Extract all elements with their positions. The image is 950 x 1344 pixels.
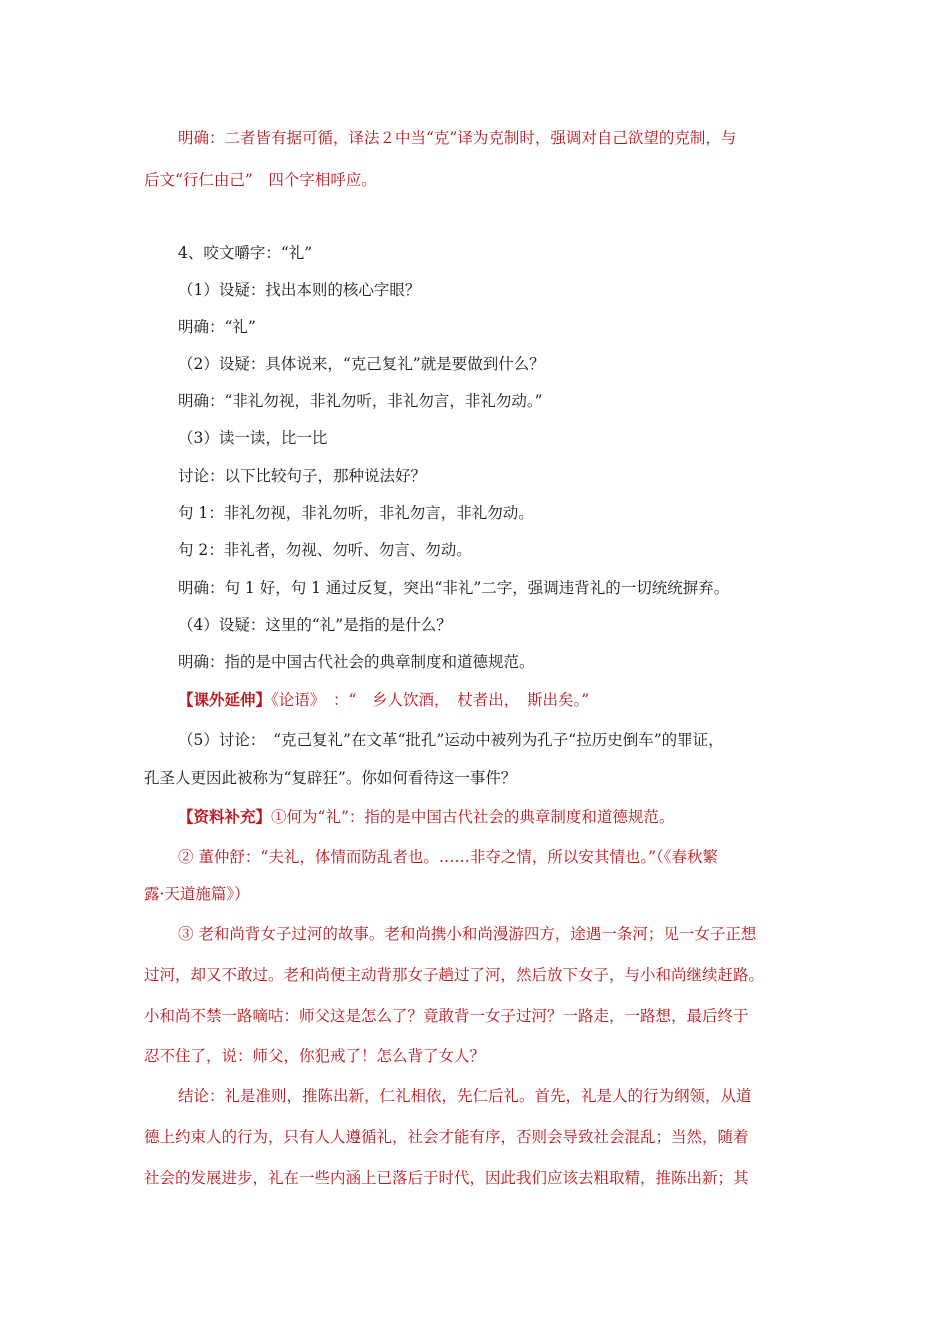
supplement-line: [178, 807, 674, 827]
question-5-line-1: （5）讨论： “克己复礼”在文革“批孔”运动中被列为孔子“拉历史倒车”的罪证，: [178, 731, 724, 749]
question-1: （1）设疑：找出本则的核心字眼？: [178, 281, 421, 299]
extension-tag: 【课外延伸】: [178, 690, 272, 709]
clarify-line-2: 后文“行仁由己” 四个字相呼应。: [144, 171, 377, 189]
sentence-2: 句 2：非礼者，勿视、勿听、勿言、勿动。: [178, 541, 472, 559]
conclusion-line-3: 社会的发展进步，礼在一些内涵上已落后于时代，因此我们应该去粗取精，推陈出新；其: [144, 1169, 749, 1187]
conclusion-line-2: 德上约束人的行为，只有人人遵循礼，社会才能有序，否则会导致社会混乱；当然，随着: [144, 1128, 749, 1146]
supplement-item-3-line-1: ③ 老和尚背女子过河的故事。老和尚携小和尚漫游四方，途遇一条河；见一女子正想: [178, 925, 757, 943]
answer-2: 明确：“非礼勿视，非礼勿听，非礼勿言，非礼勿动。”: [178, 392, 543, 410]
question-3: （3）读一读，比一比: [178, 429, 328, 447]
conclusion-line-1: 结论：礼是准则，推陈出新，仁礼相依，先仁后礼。首先，礼是人的行为纲领，从道: [178, 1087, 752, 1105]
answer-1: 明确：“礼”: [178, 318, 256, 336]
answer-3: 明确：句 1 好，句 1 通过反复，突出“非礼”二字，强调违背礼的一切统统摒弃。: [178, 579, 730, 597]
supplement-item-2-line-1: ② 董仲舒：“夫礼，体情而防乱者也。……非夺之情，所以安其情也。”（《春秋繁: [178, 848, 719, 866]
clarify-line-1: 明确：二者皆有据可循，译法２中当“克”译为克制时，强调对自己欲望的克制，与: [178, 129, 737, 147]
supplement-item-3-line-2: 过河，却又不敢过。老和尚便主动背那女子趟过了河，然后放下女子，与小和尚继续赶路。: [144, 966, 765, 984]
supplement-item-1: ①何为“礼”：指的是中国古代社会的典章制度和道德规范。: [271, 808, 675, 826]
sentence-1: 句 1：非礼勿视，非礼勿听，非礼勿言，非礼勿动。: [178, 504, 534, 522]
question-5-line-2: 孔圣人更因此被称为“复辟狂”。你如何看待这一事件？: [144, 769, 517, 787]
supplement-item-3-line-3: 小和尚不禁一路嘀咕：师父这是怎么了？竟敢背一女子过河？一路走，一路想，最后终于: [144, 1007, 749, 1025]
discussion-prompt: 讨论：以下比较句子，那种说法好？: [178, 467, 427, 485]
supplement-item-3-line-4: 忍不住了，说：师父，你犯戒了！怎么背了女人？: [144, 1047, 486, 1065]
answer-4: 明确：指的是中国古代社会的典章制度和道德规范。: [178, 653, 535, 671]
question-2: （2）设疑：具体说来，“克己复礼”就是要做到什么？: [178, 355, 545, 373]
supplement-item-2-line-2: 露·天道施篇》）: [144, 885, 250, 903]
question-4: （4）设疑：这里的“礼”是指的是什么？: [178, 616, 452, 634]
section-heading: 4、咬文嚼字：“礼”: [178, 244, 313, 262]
extension-text: 《论语》 ：“ 乡人饮酒， 杖者出， 斯出矣。”: [271, 691, 590, 709]
extension-line: [178, 690, 589, 710]
supplement-tag: 【资料补充】: [178, 807, 272, 826]
